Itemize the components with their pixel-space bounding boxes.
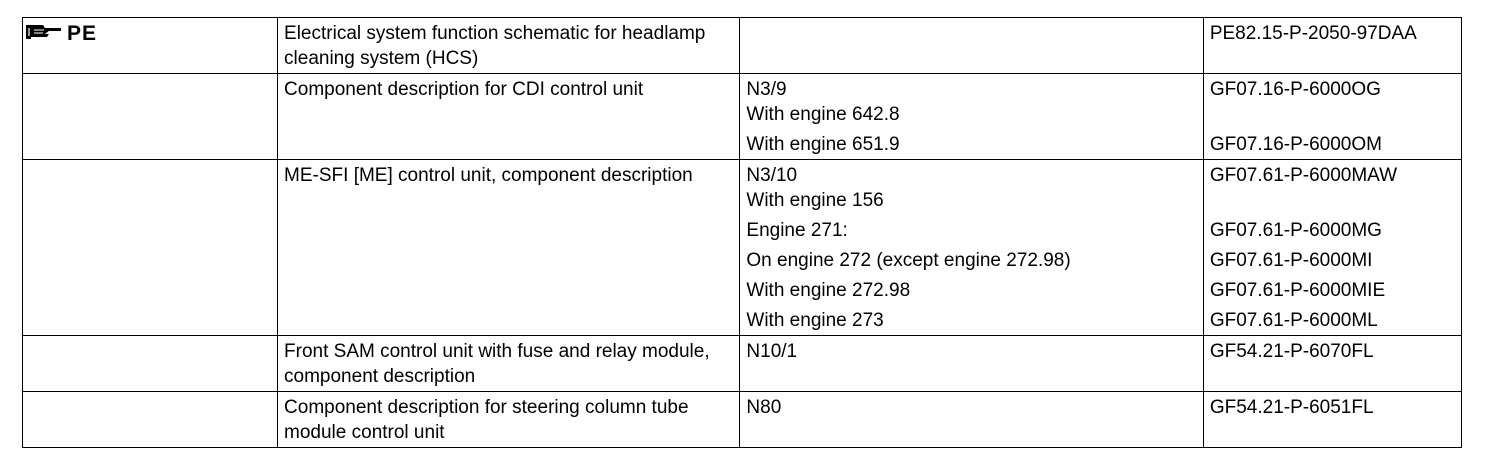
table-row <box>23 18 1462 74</box>
document-number: GF07.61-P-6000MAW <box>1209 165 1398 186</box>
document-number: GF07.61-P-6000MIE <box>1209 280 1386 301</box>
table-row <box>23 392 1462 448</box>
component-cell <box>740 74 1203 160</box>
description-text: Component description for steering column tube module control unit <box>284 397 689 443</box>
component-cell <box>740 160 1203 336</box>
description-text: ME-SFI [ME] control unit, component description <box>284 165 693 186</box>
component-cell <box>740 336 1203 392</box>
document-cell <box>1203 18 1461 74</box>
variant-note: With engine 651.9 <box>746 134 900 155</box>
empty-cell <box>23 336 278 392</box>
pe-marker-cell <box>23 18 278 74</box>
variant-note: With engine 273 <box>746 310 884 331</box>
document-number: GF07.16-P-6000OM <box>1209 134 1382 155</box>
component-code: N3/10 <box>746 165 798 186</box>
table-row <box>23 74 1462 160</box>
component-code: N10/1 <box>746 341 798 362</box>
description-text: Electrical system function schematic for headlamp cleaning system (HCS) <box>284 23 706 69</box>
document-number: GF07.61-P-6000ML <box>1209 310 1378 331</box>
component-cell <box>740 18 1203 74</box>
variant-note: On engine 272 (except engine 272.98) <box>746 250 1071 271</box>
document-number: GF07.16-P-6000OG <box>1209 79 1381 100</box>
description-cell <box>278 160 740 336</box>
document-number: PE82.15-P-2050-97DAA <box>1209 23 1417 44</box>
description-text: Component description for CDI control unit <box>284 79 644 100</box>
description-cell <box>278 392 740 448</box>
document-number: GF54.21-P-6070FL <box>1209 341 1374 362</box>
variant-note: With engine 156 <box>746 190 884 211</box>
description-text: Front SAM control unit with fuse and relay module, component description <box>284 341 710 387</box>
document-number: GF54.21-P-6051FL <box>1209 397 1374 418</box>
document-number: GF07.61-P-6000MI <box>1209 250 1373 271</box>
pointing-hand-icon <box>25 22 63 48</box>
document-cell <box>1203 392 1461 448</box>
document-cell <box>1203 336 1461 392</box>
table-row <box>23 160 1462 336</box>
description-cell <box>278 18 740 74</box>
empty-cell <box>23 74 278 160</box>
empty-cell <box>23 392 278 448</box>
document-cell <box>1203 74 1461 160</box>
document-cell <box>1203 160 1461 336</box>
document-number: GF07.61-P-6000MG <box>1209 220 1382 241</box>
table-row <box>23 336 1462 392</box>
description-cell <box>278 74 740 160</box>
empty-cell <box>23 160 278 336</box>
variant-note: Engine 271: <box>746 220 848 241</box>
component-cell <box>740 392 1203 448</box>
component-code: N3/9 <box>746 79 787 100</box>
description-cell <box>278 336 740 392</box>
variant-note: With engine 642.8 <box>746 104 900 125</box>
pe-label: PE <box>67 22 98 45</box>
reference-table <box>22 17 1462 448</box>
component-code: N80 <box>746 397 782 418</box>
variant-note: With engine 272.98 <box>746 280 911 301</box>
